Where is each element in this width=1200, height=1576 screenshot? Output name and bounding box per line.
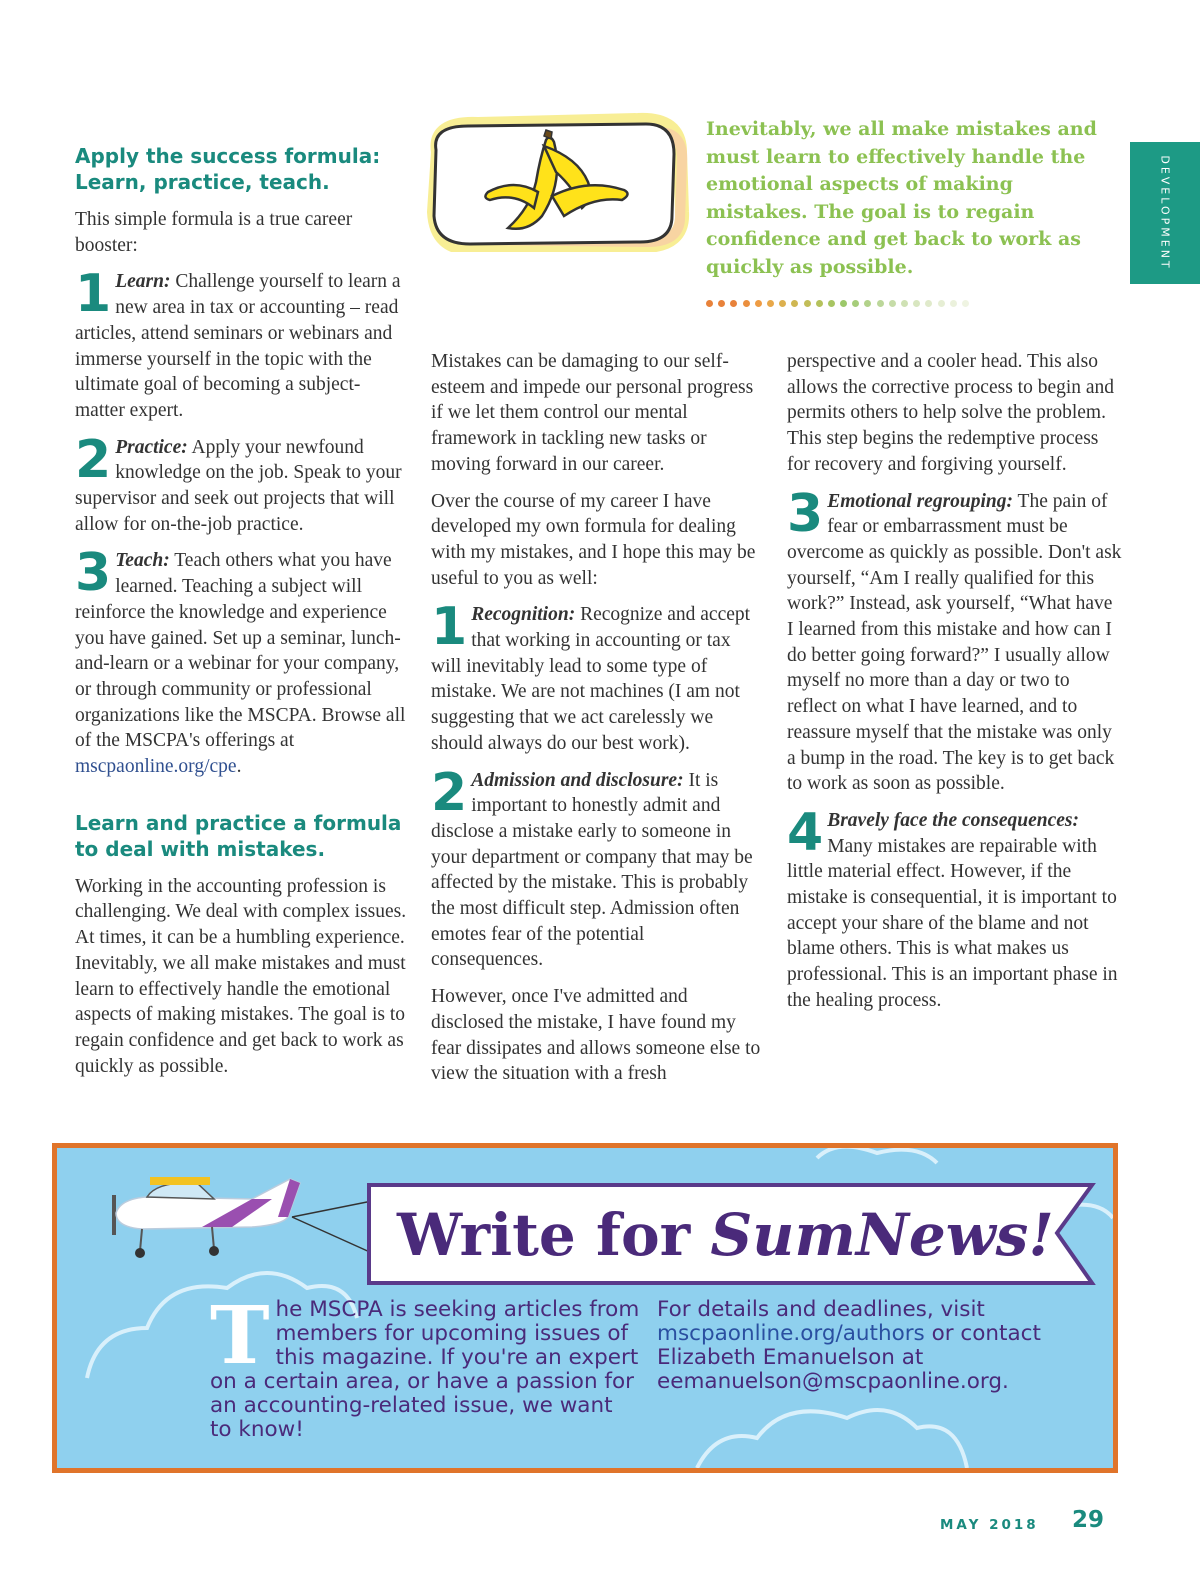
email-link[interactable]: eemanuelson@mscpaonline.org [657, 1369, 1002, 1394]
paragraph: perspective and a cooler head. This also allows the corrective process to begin and permits others to help solve the problem. This step begins the redemptive process for recovery and forgiving yourself. [787, 351, 1115, 475]
list-item-learn: 1 Learn: Challenge yourself to learn a new area in tax or accounting – read articles, attend seminars or webinars and immerse yourself in the topic with the ultimate goal of becoming a subject-matter expert. [75, 264, 401, 421]
pull-quote-dots [706, 294, 1006, 304]
section-tab-label: DEVELOPMENT [1158, 155, 1172, 271]
column-3 [787, 349, 1122, 1025]
dropcap: T [210, 1288, 270, 1382]
pull-quote: Inevitably, we all make mistakes and must learn to effectively handle the emotional aspects of making mistakes. The goal is to regain confidence and get back to work as quickly as possible. [706, 118, 1097, 278]
banner-title: Write for SumNews! [397, 1201, 1054, 1269]
column-2 [431, 349, 761, 1098]
issue-date: MAY 2018 [940, 1517, 1039, 1533]
list-item-regrouping: 3 Emotional regrouping: The pain of fear or embarrassment must be overcome as quickly as possible. Don't ask yourself, “Am I really qualified for this work?” Instead, ask yourself, “What have I learned from this mistake and how can I do better going forward?” I usually allow myself no more than a day or two to reflect on what I have learned, and to reassure myself that the mistake was only a bump in the road. The key is to get back to work as soon as possible. [787, 483, 1122, 795]
list-item-practice: 2 Practice: Apply your newfound knowledge on the job. Speak to your supervisor and seek out projects that will allow for on-the-job practice. [75, 429, 402, 535]
section-heading-success-formula: Apply the success formula: Learn, practice, teach. [75, 144, 381, 194]
write-for-sumnews-banner [52, 1143, 1118, 1473]
list-item-recognition: 1 Recognition: Recognize and accept that working in accounting or tax will inevitably lead to some type of mistake. We are not machines (I am not suggesting that we act carelessly we should always do our best work). [431, 597, 751, 754]
list-item-teach: 3 Teach: Teach others what you have learned. Teaching a subject will reinforce the knowledge and experience you have gained. Set up a seminar, lunch-and-learn or a webinar for your company, or through community or professional organizations like the MSCPA. Browse all of the MSCPA's offerings at mscpaonline.org/cpe. [75, 543, 406, 778]
column-1 [75, 143, 410, 1090]
paragraph: Over the course of my career I have developed my own formula for dealing with my mistakes, and I hope this may be useful to you as well: [431, 490, 756, 589]
banner-left-text: The MSCPA is seeking articles from members for upcoming issues of this magazine. If you're an expert on a certain area, or have a passion for an accounting-related issue, we want to know! [210, 1288, 640, 1442]
page-number: 29 [1072, 1507, 1105, 1533]
section-tab [1130, 142, 1200, 284]
authors-link[interactable]: mscpaonline.org/authors [657, 1321, 925, 1346]
list-item-consequences: 4 Bravely face the consequences: Many mistakes are repairable with little material effect. However, if the mistake is consequential, it is important to accept your share of the blame and not blame others. This is what makes us professional. This is an important phase in the healing process. [787, 802, 1118, 1011]
banner-right-text: For details and deadlines, visit mscpaonline.org/authors or contact Elizabeth Emanuelson at eemanuelson@mscpaonline.org. [657, 1297, 1041, 1394]
banana-illustration [418, 112, 690, 252]
paragraph: Mistakes can be damaging to our self-esteem and impede our personal progress if we let them control our mental framework in tackling new tasks or moving forward in our career. [431, 351, 754, 475]
paragraph: However, once I've admitted and disclosed the mistake, I have found my fear dissipates and allows someone else to view the situation with a fresh [431, 986, 761, 1085]
section-heading-mistakes-formula: Learn and practice a formula to deal with mistakes. [75, 810, 402, 861]
cpe-link[interactable]: mscpaonline.org/cpe [75, 756, 237, 778]
intro-paragraph: This simple formula is a true career booster: [75, 209, 353, 256]
list-item-admission: 2 Admission and disclosure: It is important to honestly admit and disclose a mistake early to someone in your department or company that may be affected by the mistake. This is probably the most difficult step. Admission often emotes fear of the potential consequences. [431, 762, 753, 971]
mistakes-paragraph: Working in the accounting profession is challenging. We deal with complex issues. At times, it can be a humbling experience. Inevitably, we all make mistakes and must learn to effectively handle the emotional aspects of making mistakes. The goal is to regain confidence and get back to work as quickly as possible. [75, 875, 407, 1077]
